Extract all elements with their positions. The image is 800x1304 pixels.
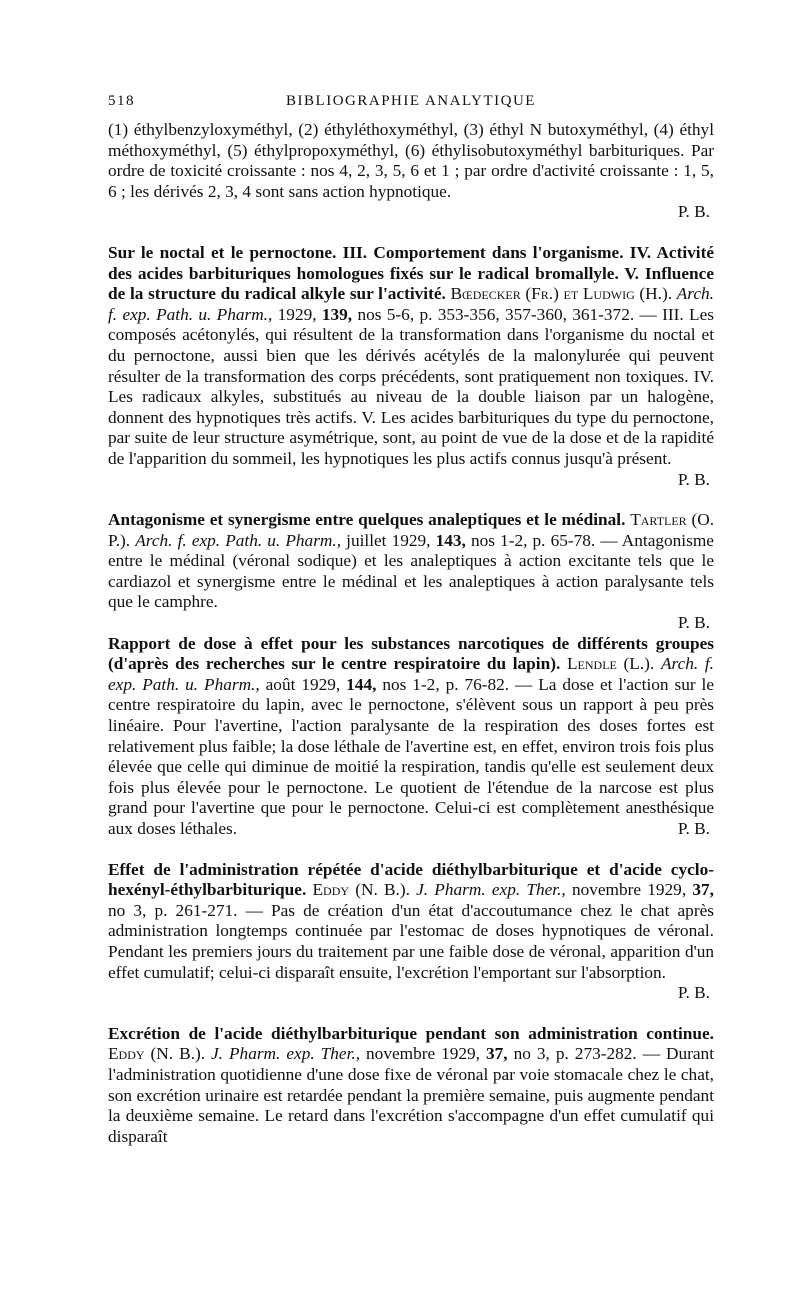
article-list [108,120,714,1147]
entry-authors: Lendle (L.). [566,654,655,674]
entry-authors: Eddy (N. B.). [108,1044,206,1064]
entry-journal: Arch. f. exp. Path. u. Pharm., [108,654,715,694]
entry-body: (1) éthylbenzyloxyméthyl, (2) éthyléthoxyméthyl, (3) éthyl N butoxyméthyl, (4) éthyl méthoxyméthyl, (5) éthylpropoxyméthyl, (6) éthylisobutoxyméthyl barbituriques. Par ordre de toxicité croissante : nos 4, 2, 3, 5, 6 et 1 ; par ordre d'activité croissante : 1, 5, 6 ; les dérivés 2, 3, 4 sont sans action hypnotique. [108,120,714,201]
entry-signature: P. B. [677,469,710,489]
entry-journal: Arch. f. exp. Path. u. Pharm., [108,284,715,324]
entry-body: — La dose et l'action sur le centre respiratoire du lapin, avec le pernoctone, s'élèvent sous un rapport à peu près linéaire. Pour l'avertine, l'action paralysante de la respiration des doses fortes est relativement plus faible; la dose léthale de l'avertine est, en effet, environ trois fois plus élevée que celle qui diminue de moitié la respiration, tandis qu'elle est seulement deux fois plus élevée pour le pernoctone. Le quotient de l'étendue de la narcose est plus grand pour l'avertine que pour le pernoctone. Celui-ci est complètement anesthésique aux doses léthales. [108,674,714,838]
entry-year: 1929, [277,304,317,324]
entry-year: août 1929, [265,674,341,694]
entry-year: novembre 1929, [366,1044,481,1064]
entry-signature: P. B. [677,202,710,222]
entry-volume: 144, [346,674,377,694]
entry-paragraph [108,510,714,613]
entry-authors: Bœdecker (Fr.) et Ludwig (H.). [450,284,673,304]
entry-title: Antagonisme et synergisme entre quelques analeptiques et le médinal. [108,510,626,530]
entry-pages: no 3, p. 273-282. [513,1044,637,1064]
page-number: 518 [108,93,135,109]
entry-paragraph [108,243,714,470]
entry-pages: nos 5-6, p. 353-356, 357-360, 361-372. [357,304,635,324]
entry-title: Excrétion de l'acide diéthylbarbiturique pendant son administration continue. [108,1023,714,1043]
entry-volume: 139, [321,304,353,324]
entry-pages: no 3, p. 261-271. [108,900,238,920]
entry-authors: Eddy (N. B.). [312,880,410,900]
entry-authors: Tartler (O. P.). [108,510,715,550]
entry-paragraph [108,860,714,984]
entry-title: Rapport de dose à effet pour les substances narcotiques de différents groupes (d'après des recherches sur le centre respiratoire du lapin). [108,633,714,674]
entry-year: novembre 1929, [571,880,687,900]
entry-pages: nos 1-2, p. 76-82. [382,674,510,694]
entry-signature: P. B. [677,983,710,1003]
entry-signature: P. B. [677,613,710,633]
entry-paragraph [108,1024,714,1148]
entry-journal: J. Pharm. exp. Ther., [211,1044,361,1064]
entry-effet-administration [108,860,714,1004]
entry-volume: 37, [486,1044,508,1064]
entry-antagonisme [108,510,714,634]
entry-year: juillet 1929, [346,530,431,550]
entry-body: — III. Les composés acétonylés, qui résultent de la transformation dans l'organisme du noctal et du pernoctone, aussi bien que les dérivés acétylés de la malonylurée qui peuvent résulter de la transformation des corps précédents, sont pratiquement non toxiques. IV. Les radicaux alkyles, substitués au niveau de la double liaison par un halogène, donnent des hypnotiques très actifs. V. Les acides barbituriques du type du pernoctone, par suite de leur structure asymétrique, sont, au point de vue de la dose et de la rapidité de l'apparition du sommeil, les hypnotiques les plus actifs connus jusqu'à présent. [108,304,714,468]
entry-excretion [108,1024,714,1148]
entry-volume: 37, [692,880,714,900]
running-title: BIBLIOGRAPHIE ANALYTIQUE [286,93,536,109]
entry-body: — Pas de création d'un état d'accoutumance chez le chat après administration longtemps continuée par l'estomac de doses hypnotiques de véronal. Pendant les premiers jours du traitement par une faible dose de véronal, apparition d'un effet cumulatif; celui-ci disparaît ensuite, l'excrétion l'emportant sur l'absorption. [108,900,714,982]
entry-continuation [108,120,714,223]
entry-pages: nos 1-2, p. 65-78. [470,530,596,550]
entry-signature: P. B. [677,819,710,838]
entry-body: — Durant l'administration quotidienne d'une dose fixe de véronal par voie stomacale chez le chat, son excrétion urinaire est retardée pendant la première semaine, puis augmente pendant la deuxième semaine. Le retard dans l'excrétion s'accompagne d'un effet cumulatif qui disparaît [108,1044,714,1146]
entry-noctal-pernoctone [108,243,714,490]
entry-journal: Arch. f. exp. Path. u. Pharm., [135,530,342,550]
entry-title: Sur le noctal et le pernoctone. III. Comportement dans l'organisme. IV. Activité des acides barbituriques homologues fixés sur le radical bromallyle. V. Influence de la structure du radical alkyle sur l'activité. [108,242,714,304]
entry-paragraph [108,634,714,840]
entry-title: Effet de l'administration répétée d'acide diéthylbarbiturique et d'acide cyclo-hexényl-éthylbarbiturique. [108,859,714,900]
entry-journal: J. Pharm. exp. Ther., [416,880,566,900]
entry-volume: 143, [435,530,466,550]
entry-rapport-dose [108,634,714,840]
running-header [108,93,714,113]
entry-body: — Antagonisme entre le médinal (véronal sodique) et les analeptiques à action excitante tels que le cardiazol et synergisme entre le médinal et les analeptiques à action paralysante tels que le camphre. [108,530,714,612]
